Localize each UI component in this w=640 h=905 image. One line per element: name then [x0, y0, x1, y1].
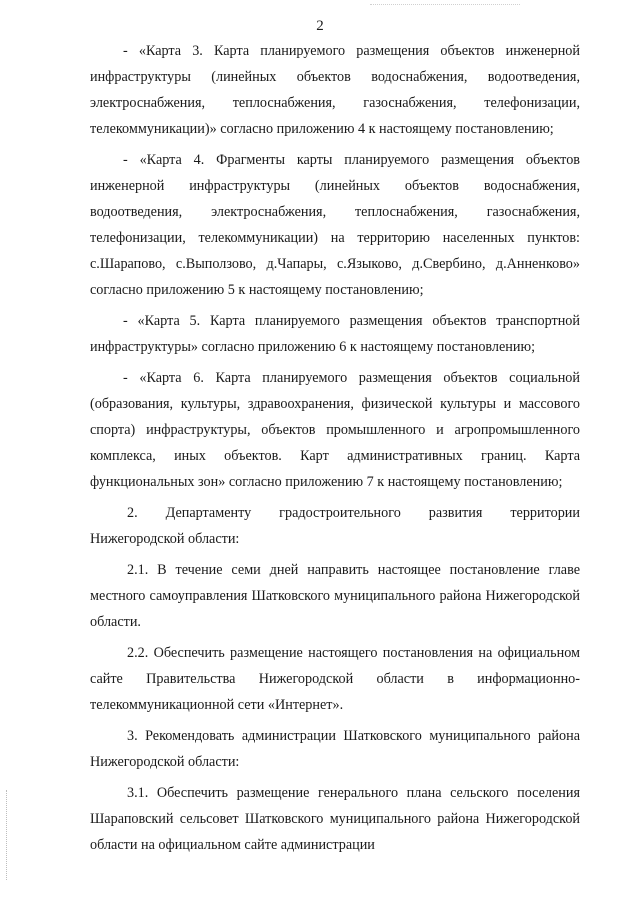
scan-artifact-left-edge: [6, 790, 8, 880]
paragraph-map-4: - «Карта 4. Фрагменты карты планируемого размещения объектов инженерной инфраструктуры (линейных объектов водоснабжения, водоотведения, электроснабжения, теплоснабжения, газоснабжения, телефонизации, телекоммуникации) на территорию населенных пунктов: с.Шарапово, с.Выползово, д.Чапары, с.Языково, д.Свербино, д.Анненково» согласно приложению 5 к настоящему постановлению;: [90, 152, 580, 298]
paragraph-item-2-1: 2.1. В течение семи дней направить настоящее постановление главе местного самоуправления Шатковского муниципального района Нижегородской области.: [90, 562, 580, 630]
paragraph-map-5: - «Карта 5. Карта планируемого размещения объектов транспортной инфраструктуры» согласно приложению 6 к настоящему постановлению;: [90, 313, 580, 355]
paragraph-item-2-2: 2.2. Обеспечить размещение настоящего постановления на официальном сайте Правительства Нижегородской области в информационно-телекоммуникационной сети «Интернет».: [90, 645, 580, 713]
paragraph-map-6: - «Карта 6. Карта планируемого размещения объектов социальной (образования, культуры, здравоохранения, физической культуры и массового спорта) инфраструктуры, объектов промышленного и агропромышленного комплекса, иных объектов. Карт административных границ. Карта функциональных зон» согласно приложению 7 к настоящему постановлению;: [90, 370, 580, 490]
paragraph-item-2: 2. Департаменту градостроительного развития территории Нижегородской области:: [90, 505, 580, 547]
scan-artifact-top: [370, 4, 520, 6]
document-body: [90, 38, 580, 863]
page-number: 2: [316, 18, 324, 34]
paragraph-map-3: - «Карта 3. Карта планируемого размещения объектов инженерной инфраструктуры (линейных объектов водоснабжения, водоотведения, электроснабжения, теплоснабжения, газоснабжения, телефонизации, телекоммуникации)» согласно приложению 4 к настоящему постановлению;: [90, 43, 580, 137]
paragraph-item-3-1: 3.1. Обеспечить размещение генерального плана сельского поселения Шараповский сельсовет Шатковского муниципального района Нижегородской области на официальном сайте администрации: [90, 785, 580, 853]
paragraph-item-3: 3. Рекомендовать администрации Шатковского муниципального района Нижегородской области:: [90, 728, 580, 770]
